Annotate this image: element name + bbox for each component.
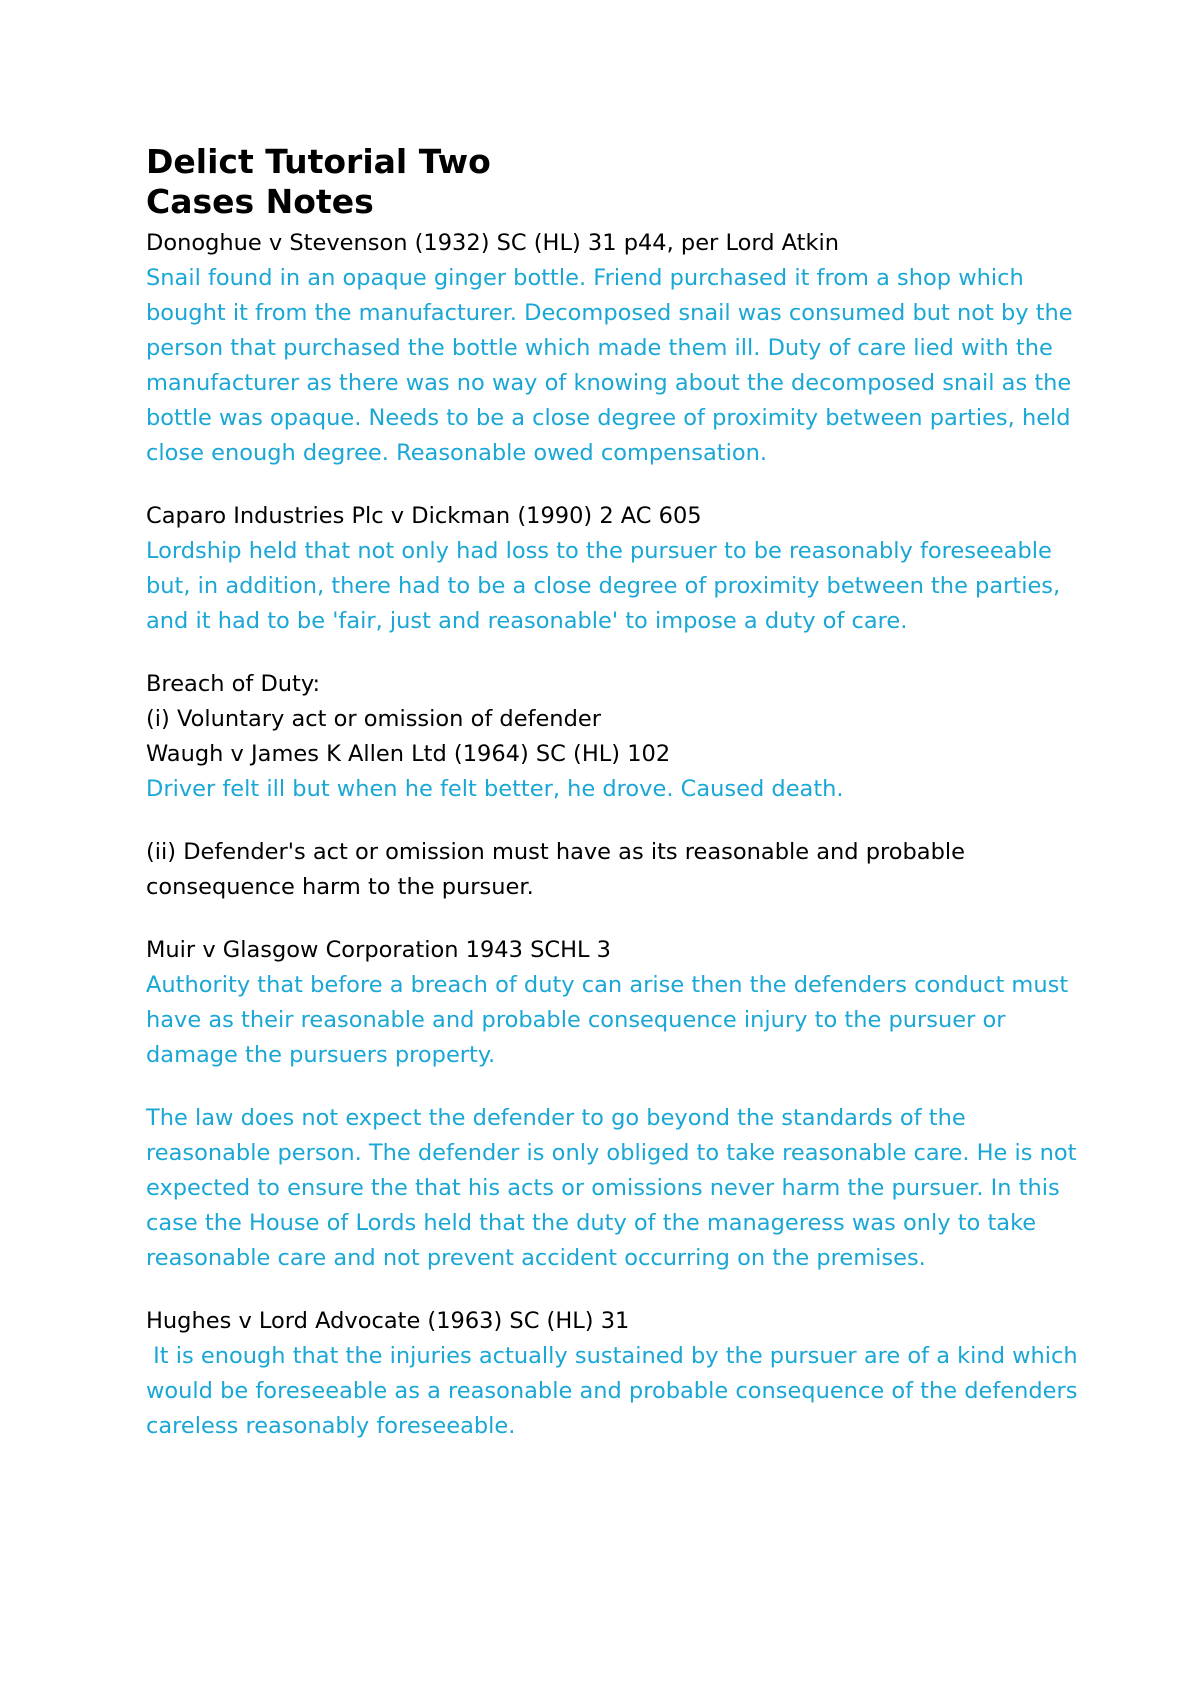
breach-heading: Breach of Duty: xyxy=(146,671,321,697)
spacer xyxy=(146,1276,1086,1304)
spacer xyxy=(146,471,1086,499)
breach-point-two: (ii) Defender's act or omission must have as its reasonable and probable consequence harm to the pursuer. xyxy=(146,839,965,900)
case-notes-waugh: Driver felt ill but when he felt better, he drove. Caused death. xyxy=(146,776,844,802)
document-page xyxy=(146,142,1086,1444)
spacer xyxy=(146,1073,1086,1101)
case-notes-hughes: It is enough that the injuries actually sustained by the pursuer are of a kind which would be foreseeable as a reasonable and probable consequence of the defenders careless reasonably foreseeable. xyxy=(146,1343,1085,1439)
case-citation-donoghue: Donoghue v Stevenson (1932) SC (HL) 31 p44, per Lord Atkin xyxy=(146,230,840,256)
case-notes-donoghue: Snail found in an opaque ginger bottle. Friend purchased it from a shop which bought it from the manufacturer. Decomposed snail was consumed but not by the person that purchased the bottle which made them ill. Duty of care lied with the manufacturer as there was no way of knowing about the decomposed snail as the bottle was opaque. Needs to be a close degree of proximity between parties, held close enough degree. Reasonable owed compensation. xyxy=(146,265,1073,466)
document-title: Delict Tutorial Two xyxy=(146,142,491,181)
case-notes-muir: Authority that before a breach of duty can arise then the defenders conduct must have as their reasonable and probable consequence injury to the pursuer or damage the pursuers property. xyxy=(146,972,1069,1068)
case-notes-muir-continued: The law does not expect the defender to go beyond the standards of the reasonable person. The defender is only obliged to take reasonable care. He is not expected to ensure the that his acts or omissions never harm the pursuer. In this case the House of Lords held that the duty of the manageress was only to take reasonable care and not prevent accident occurring on the premises. xyxy=(146,1105,1077,1271)
case-citation-caparo: Caparo Industries Plc v Dickman (1990) 2 AC 605 xyxy=(146,503,702,529)
spacer xyxy=(146,807,1086,835)
breach-point-one: (i) Voluntary act or omission of defender xyxy=(146,706,601,732)
spacer xyxy=(146,639,1086,667)
spacer xyxy=(146,905,1086,933)
case-citation-hughes: Hughes v Lord Advocate (1963) SC (HL) 31 xyxy=(146,1308,630,1334)
document-subtitle: Cases Notes xyxy=(146,182,374,221)
case-notes-caparo: Lordship held that not only had loss to the pursuer to be reasonably foreseeable but, in addition, there had to be a close degree of proximity between the parties, and it had to be 'fair, just and reasonable' to impose a duty of care. xyxy=(146,538,1061,634)
case-citation-muir: Muir v Glasgow Corporation 1943 SCHL 3 xyxy=(146,937,611,963)
case-citation-waugh: Waugh v James K Allen Ltd (1964) SC (HL) 102 xyxy=(146,741,671,767)
